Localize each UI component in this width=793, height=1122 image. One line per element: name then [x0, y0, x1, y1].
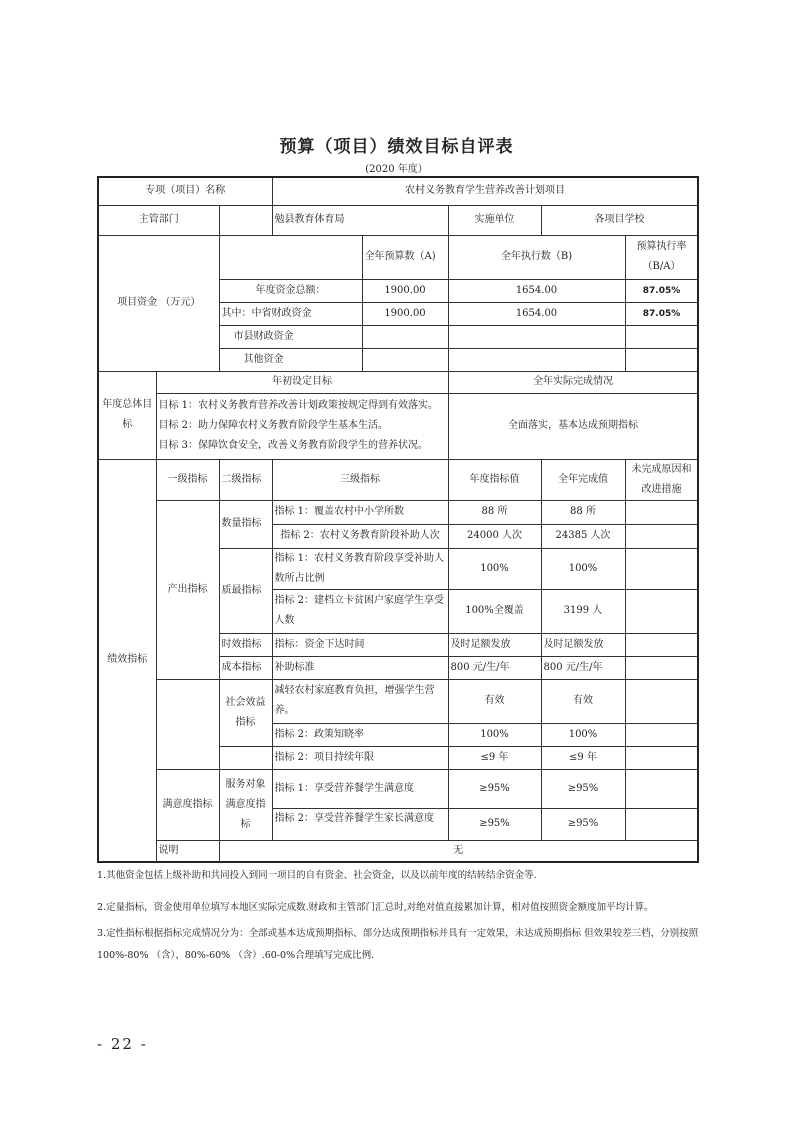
social-label: 社会效益 指标: [219, 679, 272, 746]
goal-item: 目标 2：助力保障农村义务教育阶段学生基本生活。: [158, 420, 389, 431]
satisfaction-label: 满意度指标: [156, 769, 219, 840]
indicator-target: ≤9 年: [448, 746, 541, 769]
funds-label: 项目资金 （万元）: [98, 235, 219, 371]
funds-row-budget: [362, 325, 448, 348]
indicator-name: 指标 1：农村义务教育阶段享受补助人数所占比例: [272, 548, 448, 589]
funds-row-budget: 1900.00: [362, 302, 448, 325]
indicator-name: 减轻农村家庭教育负担，增强学生营养。: [272, 679, 448, 723]
funds-row-name: 其他资金: [219, 348, 362, 371]
effect-empty-cell: [156, 679, 219, 769]
page-subtitle: (2020 年度）: [365, 164, 428, 175]
funds-row-exec: [448, 348, 625, 371]
indicator-target: ≥95%: [448, 808, 541, 840]
funds-row-budget: [362, 348, 448, 371]
funds-row-name: 市县财政资金: [219, 325, 362, 348]
funds-col-exec: 全年执行数（B): [448, 235, 625, 279]
goals-actual-header: 全年实际完成情况: [448, 371, 698, 393]
cost-label: 成本指标: [219, 656, 272, 679]
quality-label: 质最指标: [219, 548, 272, 633]
funds-header-empty: [219, 235, 362, 279]
funds-col-budget: 全年预算数（A): [362, 235, 448, 279]
dept-empty-cell: [219, 205, 272, 235]
dept-value: 勉县教育体育局: [272, 205, 448, 235]
page-title: 预算（项目）绩效目标自评表: [279, 137, 514, 157]
indicator-reason: [625, 746, 698, 769]
indicator-actual: 800 元/生/年: [541, 656, 625, 679]
perf-h-level3: 三级指标: [272, 459, 448, 500]
project-name-label: 专项（项目）名称: [98, 177, 272, 205]
output-label: 产出指标: [156, 500, 219, 679]
indicator-target: 有效: [448, 679, 541, 723]
indicator-name: 指标 2：政策知晓率: [272, 723, 448, 746]
indicator-target: 100%: [448, 548, 541, 589]
indicator-reason: [625, 633, 698, 656]
indicator-reason: [625, 500, 698, 524]
goal-item: 目标 1：农村义务教育营养改善计划政策按规定得到有效落实。: [158, 400, 439, 411]
goals-actual: 全面落实，基本达成预期指标: [448, 393, 698, 459]
indicator-target: 100%: [448, 723, 541, 746]
indicator-actual: 100%: [541, 723, 625, 746]
indicator-reason: [625, 769, 698, 808]
indicator-reason: [625, 548, 698, 589]
perf-label: 绩效指标: [98, 459, 156, 862]
dept-label: 主管部门: [98, 205, 219, 235]
remark-label: 说明: [156, 840, 219, 862]
indicator-target: 及时足额发放: [448, 633, 541, 656]
indicator-reason: [625, 723, 698, 746]
indicator-actual: ≤9 年: [541, 746, 625, 769]
funds-row-rate: [625, 348, 698, 371]
indicator-target: 800 元/生/年: [448, 656, 541, 679]
indicator-name: 指标 1：享受营养餐学生满意度: [272, 769, 448, 808]
funds-row-exec: 1654.00: [448, 279, 625, 302]
indicator-actual: ≥95%: [541, 769, 625, 808]
funds-row-name: 其中：中省财政资金: [219, 302, 362, 325]
impl-unit-value: 各项目学校: [541, 205, 698, 235]
quantity-label: 数量指标: [219, 500, 272, 548]
sustain-empty-cell: [219, 746, 272, 769]
funds-row-rate: 87.05%: [625, 279, 698, 302]
indicator-name: 补助标准: [272, 656, 448, 679]
indicator-target: 24000 人次: [448, 524, 541, 548]
funds-row-rate: [625, 325, 698, 348]
indicator-name: 指标 2：享受营养餐学生家长满意度: [272, 808, 448, 840]
goals-set-header: 年初设定目标: [156, 371, 448, 393]
indicator-actual: 24385 人次: [541, 524, 625, 548]
perf-h-target: 年度指标值: [448, 459, 541, 500]
indicator-target: ≥95%: [448, 769, 541, 808]
indicator-target: 88 所: [448, 500, 541, 524]
indicator-reason: [625, 679, 698, 723]
funds-row-budget: 1900.00: [362, 279, 448, 302]
note-1: 1.其他资金包括上级补助和共同投入到同一项目的自有资金、社会资金，以及以前年度的结转结余资金等.: [97, 870, 537, 881]
note-3: 3.定性指标根据指标完成情况分为：全部或基本达成预期指标、部分达成预期指标并具有一定效果，未达成预期指标 但效果较差三档，分别按照 100%-80% （含）、80%-60% （含）.60-0%合理填写完成比例.: [97, 928, 699, 961]
indicator-actual: 有效: [541, 679, 625, 723]
indicator-reason: [625, 656, 698, 679]
indicator-name: 指标 2：农村义务教育阶段补助人次: [272, 524, 448, 548]
indicator-actual: 88 所: [541, 500, 625, 524]
perf-h-actual: 全年完成值: [541, 459, 625, 500]
perf-h-level1: 一级指标: [156, 459, 219, 500]
indicator-reason: [625, 589, 698, 633]
remark-value: 无: [219, 840, 698, 862]
indicator-name: 指标 1：覆盖农村中小学所数: [272, 500, 448, 524]
indicator-target: 100%全覆盖: [448, 589, 541, 633]
funds-row-exec: [448, 325, 625, 348]
funds-row-exec: 1654.00: [448, 302, 625, 325]
project-name-value: 农村义务教育学生营养改善计划项目: [272, 177, 698, 205]
page-number: - 22 -: [97, 1035, 148, 1053]
perf-h-reason: 未完成原因和改进措施: [625, 459, 698, 500]
indicator-actual: 3199 人: [541, 589, 625, 633]
evaluation-table: [97, 176, 699, 863]
funds-col-rate: 预算执行率（B/A）: [625, 235, 698, 279]
funds-row-rate: 87.05%: [625, 302, 698, 325]
indicator-actual: 100%: [541, 548, 625, 589]
indicator-actual: 及时足额发放: [541, 633, 625, 656]
goals-list: [156, 393, 448, 459]
perf-h-level2: 二级指标: [219, 459, 272, 500]
impl-unit-label: 实施单位: [448, 205, 541, 235]
timeliness-label: 时效指标: [219, 633, 272, 656]
funds-row-name: 年度资金总额：: [219, 279, 362, 302]
indicator-actual: ≥95%: [541, 808, 625, 840]
note-2: 2.定量指标，资金使用单位填写本地区实际完成数.财政和主管部门汇总时,对绝对值直接累加计算，相对值按照资金额度加平均计算。: [97, 902, 654, 913]
indicator-name: 指标：资金下达时间: [272, 633, 448, 656]
indicator-name: 指标 2：项目持续年限: [272, 746, 448, 769]
service-label: 服务对象 满意度指 标: [219, 769, 272, 840]
indicator-name: 指标 2：建档立卡贫困户家庭学生享受人数: [272, 589, 448, 633]
indicator-reason: [625, 808, 698, 840]
goal-item: 目标 3：保障饮食安全，改善义务教育阶段学生的营养状况。: [158, 440, 429, 451]
goals-label: 年度总体目标: [98, 371, 156, 459]
indicator-reason: [625, 524, 698, 548]
